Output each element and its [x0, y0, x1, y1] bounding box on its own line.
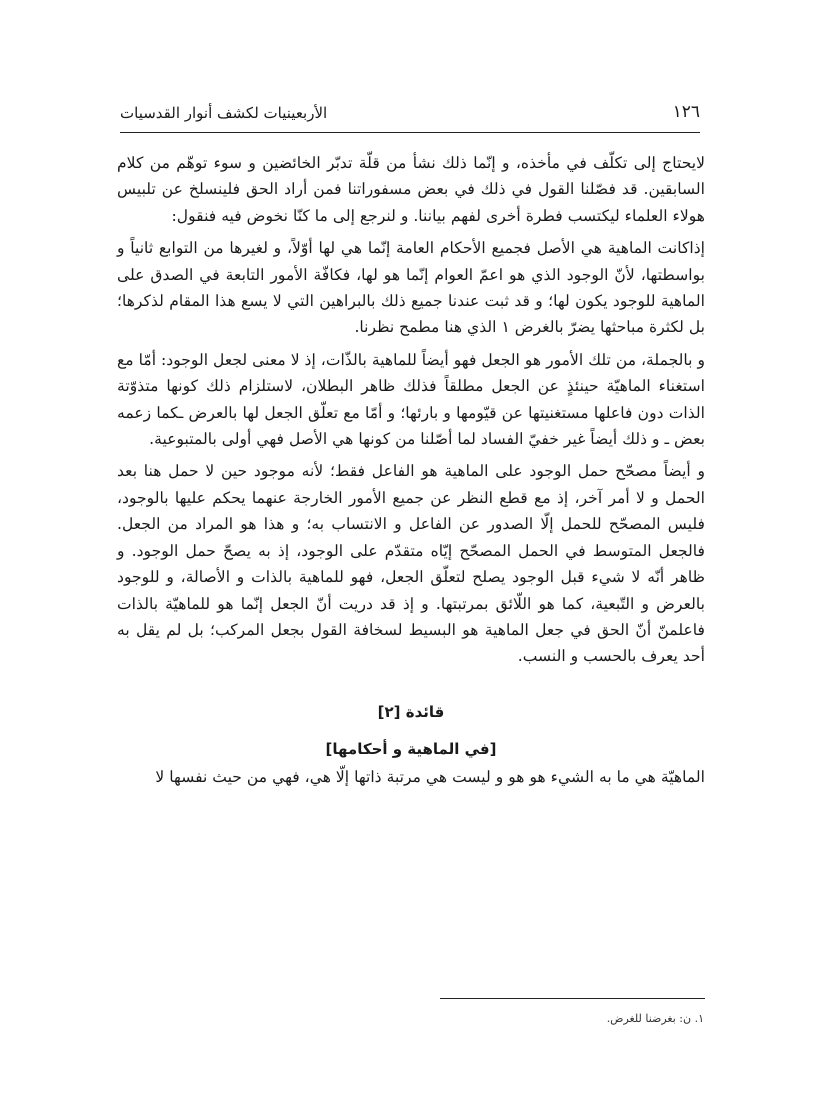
section-title: قائدة [٢] — [377, 702, 445, 721]
paragraph-5: الماهيّة هي ما به الشيء هو هو و ليست هي مرتبة ذاتها إلّا هي، فهي من حيث نفسها لا — [155, 767, 705, 786]
section-subtitle: [في الماهية و أحكامها] — [325, 739, 497, 758]
page-number: ١٢٦ — [672, 102, 700, 122]
page-header — [120, 100, 700, 133]
paragraph-1: لايحتاج إلى تكلّف في مأخذه، و إنّما ذلك نشأ من قلّة تدبّر الخائضين و سوء توهّم من كلام السابقين. قد فصّلنا القول في ذلك في بعض مسفوراتنا فمن أراد الحق فلينسلخ عن تلبيس هولاء العلماء ليكتسب فطرة أخرى لفهم بياننا. و لنرجع إلى ما كنّا نخوض فيه فنقول: — [117, 154, 705, 225]
running-title: الأربعينيات لكشف أنوار القدسيات — [120, 104, 328, 122]
footnote-divider — [440, 998, 705, 999]
main-text — [117, 150, 705, 790]
paragraph-2: إذاكانت الماهية هي الأصل فجميع الأحكام العامة إنّما هي لها أوّلاً، و لغيرها من التوابع ثانياً و بواسطتها، لأنّ الوجود الذي هو اعمّ العوام إنّما هو لها، فكافّة الأمور التابعة في الصدق على الماهية للوجود يكون لها؛ و قد ثبت عندنا جميع ذلك بالبراهين التي لا يسع هذا المقام لذكرها؛ بل لكثرة مباحثها يضرّ بالغرض ١ الذي هنا مطمح نظرنا. — [117, 239, 705, 337]
paragraph-4: و أيضاً مصحّح حمل الوجود على الماهية هو الفاعل فقط؛ لأنه موجود حين لا حمل هنا بعد الحمل و لا أمر آخر، إذ مع قطع النظر عن جميع الأمور الخارجة عنهما يحكم عليها بالوجود، فليس المصحّح للحمل إلّا الصدور عن الفاعل و الانتساب به؛ و هذا هو المراد من الجعل. فالجعل المتوسط في الحمل المصحّح إيّاه متقدّم على الوجود، إذ به يصحّ حمل الوجود. و ظاهر أنّه لا شيء قبل الوجود يصلح لتعلّق الجعل، فهو للماهية بالذات و الأصالة، و للوجود بالعرض و التّبعية، كما هو اللّائق بمرتبتها. و إذ قد دريت أنّ الجعل إنّما هو للماهيّة بالذات فاعلمنّ أنّ الحق في جعل الماهية هو البسيط لسخافة القول بجعل المركب؛ بل لم يقل به أحد يعرف بالحسب و النسب. — [117, 462, 705, 666]
paragraph-3: و بالجملة، من تلك الأمور هو الجعل فهو أيضاً للماهية بالذّات، إذ لا معنى لجعل الوجود: أمّا مع استغناء الماهيّة حينئذٍ عن الجعل مطلقاً فذلك ظاهر البطلان، لاستلزام ذلك كونها متذوّتة الذات دون فاعلها مستغنيتها عن قيّومها و بارئها؛ و أمّا مع تعلّق الجعل لها بالعرض ـكما زعمه بعض ـ و ذلك أيضاً غير خفيّ الفساد لما أصّلنا من كونها هي الأصل فهي أولى بالمتبوعية. — [117, 350, 705, 449]
footnote: ١. ن: بغرضنا للغرض. — [606, 1012, 704, 1025]
